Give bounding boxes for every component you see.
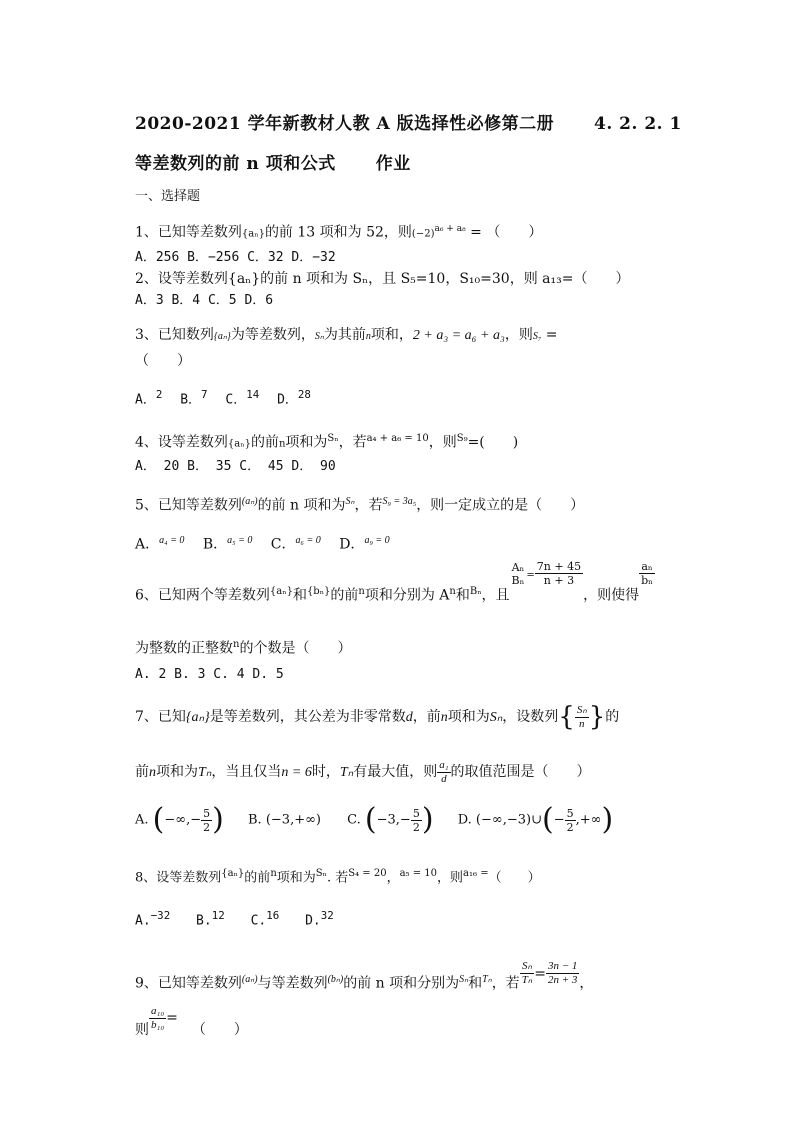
- q4-n: n: [278, 438, 286, 450]
- q9-eq2: =: [166, 1010, 178, 1026]
- q3-opt-c: C．: [225, 392, 247, 408]
- q6-eq: =: [526, 569, 535, 581]
- q3-mid4: ，则: [504, 327, 533, 343]
- q5-text: 5、已知等差数列: [135, 497, 242, 514]
- q7-opt-b: B.: [248, 812, 262, 828]
- q7-val-b: (−3,+∞): [265, 812, 321, 828]
- q8-cond-2: a₅ = 10: [399, 868, 438, 879]
- q4-seq: {aₙ}: [227, 438, 251, 450]
- q9-and: 和: [468, 975, 483, 992]
- q6-f3-num: aₙ: [639, 560, 655, 574]
- q7-d-rparen: ): [601, 802, 614, 837]
- q7-c-lparen: (: [364, 802, 377, 837]
- q5-post: ，则一定成立的是（ ）: [416, 497, 585, 514]
- question-9: [135, 950, 593, 1014]
- q1-expr: (−2): [411, 228, 435, 240]
- q9-then: 则: [135, 1022, 149, 1038]
- q7-l2e: 有最大值，则: [353, 764, 438, 780]
- q9-text: 9、已知等差数列: [135, 975, 242, 992]
- q7-l2a: 前: [135, 764, 149, 780]
- q5-mid2: ，若: [354, 497, 383, 514]
- q6-fraction-ab: [510, 561, 527, 587]
- q7-brace-right: }: [588, 702, 606, 732]
- q3-val-b: 7: [201, 388, 208, 401]
- q7-mid3: 项和为: [447, 709, 490, 725]
- q8-val-c: 16: [266, 909, 280, 922]
- q3-seq: {aₙ}: [213, 331, 231, 342]
- q7-l2eq: n = 6: [281, 765, 312, 780]
- q6-f1-den: Bₙ: [511, 573, 525, 587]
- q7-f-num: Sₙ: [576, 703, 587, 716]
- q9-answer-paren: （ ）: [191, 1022, 248, 1038]
- q5-condition: S₉ = 3a₅: [382, 496, 417, 507]
- q3-mid1: 为等差数列，: [230, 327, 315, 343]
- question-3: [135, 326, 558, 346]
- q7-d-den: 2: [566, 820, 574, 834]
- q9-eq: =: [534, 965, 546, 982]
- q3-mid2: 为其前: [323, 327, 366, 343]
- q5-seq: (aₙ): [241, 496, 258, 507]
- question-6: [135, 560, 655, 623]
- q7-l2b: 项和为: [156, 764, 198, 780]
- q3-opt-a: A．: [135, 392, 156, 408]
- q7-mid: 是等差数列，其公差为非零常数: [209, 709, 406, 725]
- q5-sn: Sₙ: [345, 496, 355, 507]
- q4-post: =( ): [467, 434, 519, 451]
- q7-val-c: −3,−: [376, 812, 411, 828]
- q7-f-den: n: [579, 717, 585, 730]
- q3-answer-paren: （ ）: [135, 353, 191, 369]
- q2-options: A．3 B．4 C．5 D．6: [135, 293, 274, 308]
- q1-mid: 的前 13 项和为 52，则: [264, 224, 412, 241]
- q9-fraction-rhs: [546, 960, 579, 987]
- title-main: 2020-2021 学年新教材人教 A 版选择性必修第二册: [135, 114, 555, 134]
- q7-mid4: ，设数列: [502, 709, 559, 725]
- q9-fraction-ab: [149, 1005, 166, 1032]
- q7-c-den: 2: [412, 820, 420, 834]
- q3-sn: Sₙ: [314, 331, 324, 342]
- q9-f2-num: 3n − 1: [547, 960, 578, 973]
- q6-fraction-ratio: [639, 560, 655, 587]
- q6-f2-den: n + 3: [543, 574, 575, 588]
- q7-d-num: 5: [566, 806, 574, 820]
- q5-mid: 的前 n 项和为: [257, 497, 346, 514]
- q3-s7: S₇: [532, 331, 542, 342]
- question-7: [135, 697, 619, 738]
- q5-opt-b: B．: [202, 536, 228, 553]
- q6-line-2: [135, 636, 351, 658]
- q6-and2: 和: [455, 587, 470, 604]
- q9-f1-den: Tₙ: [521, 974, 533, 987]
- q7-fraction-a1d: [437, 759, 450, 786]
- q6-n: n: [358, 586, 365, 597]
- q7-l2d: 时，: [311, 764, 340, 780]
- q7-l2n: n: [149, 765, 156, 780]
- q9-mid2: 的前 n 项和分别为: [343, 975, 460, 992]
- q8-mid: 的前: [244, 870, 271, 886]
- q3-val-a: 2: [155, 388, 163, 401]
- title-topic: 等差数列的前 n 项和公式: [135, 154, 336, 174]
- q9-mid: 与等差数列: [257, 975, 328, 992]
- q4-mid4: ，则: [428, 434, 457, 451]
- q4-mid3: ，若: [338, 434, 367, 451]
- q6-bn: Bₙ: [469, 586, 482, 597]
- q6-seq-b: {bₙ}: [306, 586, 331, 597]
- q8-a16: a₁₆ =: [463, 868, 489, 879]
- q7-opt-a: A.: [135, 812, 149, 828]
- q1-exponent: a₆ + a₈: [434, 224, 466, 234]
- q7-brace-left: {: [558, 702, 575, 732]
- question-1: [135, 220, 542, 244]
- q7-opt-c: C.: [347, 812, 361, 828]
- q7-d: d: [405, 710, 413, 725]
- q6-f1-num: Aₙ: [511, 560, 525, 574]
- q8-opt-d: D.: [305, 913, 321, 929]
- q9-f2-den: 2n + 3: [547, 974, 578, 987]
- q7-post: 的: [605, 709, 620, 725]
- q5-opt-a: A．: [135, 536, 160, 553]
- q7-a-lparen: (: [152, 802, 165, 837]
- q6-an: n: [449, 586, 456, 597]
- q1-options: A．256 B．−256 C．32 D．−32: [135, 250, 336, 265]
- q7-val-d2: −: [553, 812, 565, 828]
- q4-sn: Sₙ: [327, 433, 339, 444]
- q5-opt-d: D．: [339, 536, 365, 553]
- q6-seq-a: {aₙ}: [269, 586, 293, 597]
- q7-d-frac: [565, 807, 576, 834]
- q8-n: n: [270, 868, 277, 879]
- q7-seq: {aₙ}: [185, 710, 210, 725]
- q5-val-d: a₉ = 0: [364, 535, 390, 546]
- q3-text: 3、已知数列: [135, 327, 214, 343]
- q9-fraction-st: [520, 960, 535, 987]
- q7-opt-d: D.: [457, 812, 472, 828]
- q6-n2: n: [233, 639, 240, 650]
- q3-opt-b: B．: [180, 392, 202, 408]
- q9-sn: Sₙ: [459, 974, 469, 985]
- q8-post: （ ）: [488, 870, 541, 886]
- q7-fraction-sn: [575, 704, 589, 731]
- q7-val-d3: ,+∞: [575, 812, 602, 828]
- q7-a-num: 5: [203, 806, 211, 820]
- q8-sep: ，: [386, 870, 400, 886]
- q3-options: [135, 386, 311, 409]
- q8-options: [135, 907, 334, 930]
- q7-options: [135, 800, 613, 841]
- title-line-1: [135, 115, 554, 133]
- q8-val-d: 32: [320, 909, 334, 922]
- q8-mid4: ，则: [437, 870, 464, 886]
- q7-d-lparen: (: [541, 802, 554, 837]
- q7-val-d1: (−∞,−3)∪: [475, 812, 542, 828]
- q3-condition: 2 + a₃ = a₆ + a₃: [412, 328, 505, 343]
- q8-val-a: −32: [150, 909, 171, 922]
- question-2: 2、设等差数列{aₙ}的前 n 项和为 Sₙ，且 S₅=10，S₁₀=30，则 a₁₃=（ ）: [135, 271, 630, 287]
- q8-opt-c: C.: [250, 913, 267, 929]
- q7-l2c: ，当且仅当: [211, 764, 282, 780]
- q4-s9: S₉: [456, 433, 468, 444]
- q5-opt-c: C．: [270, 536, 296, 553]
- q6-f2-num: 7n + 45: [536, 560, 582, 574]
- q3-mid3: 项和，: [370, 327, 413, 343]
- q8-mid3: . 若: [326, 870, 349, 886]
- title-homework: 作业: [375, 154, 411, 174]
- q5-val-c: a₆ = 0: [295, 535, 321, 546]
- q3-post: =: [541, 327, 558, 343]
- q9-post: ，: [579, 975, 594, 992]
- q8-mid2: 项和为: [276, 870, 316, 886]
- q9-f1-num: Sₙ: [520, 960, 535, 974]
- q8-seq: {aₙ}: [221, 868, 245, 879]
- q7-a-frac: [201, 807, 212, 834]
- q7-tn: Tₙ: [198, 765, 212, 780]
- question-8: [135, 865, 541, 887]
- q3-n: n: [365, 331, 371, 342]
- q5-val-b: a₅ = 0: [227, 535, 253, 546]
- q7-line-2: [135, 752, 591, 793]
- q6-mid: 的前: [330, 587, 359, 604]
- q8-cond-1: S₄ = 20: [348, 868, 387, 879]
- section-heading: 一、选择题: [135, 189, 201, 204]
- q7-l2f: 的取值范围是（ ）: [450, 764, 591, 780]
- q7-c-num: 5: [412, 806, 420, 820]
- q6-mid3: ，且: [481, 587, 510, 604]
- q8-text: 8、设等差数列: [135, 870, 222, 886]
- q7-val-a: −∞,−: [164, 812, 202, 828]
- q7-f2-den: d: [441, 772, 447, 785]
- q7-a-rparen: ): [212, 802, 224, 837]
- question-4: [135, 430, 518, 454]
- q3-val-d: 28: [297, 388, 311, 401]
- q7-mid2: ，前: [412, 709, 441, 725]
- q9-mid3: ，若: [491, 975, 520, 992]
- q6-mid4: ，则使得: [583, 587, 640, 604]
- q6-line2-end: 的个数是（ ）: [239, 640, 352, 657]
- q9-f3-den: b₁₀: [151, 1018, 165, 1031]
- q9-seq-a: (aₙ): [241, 974, 258, 985]
- q1-text: 1、已知等差数列: [135, 224, 242, 241]
- title-number-text: 4. 2. 2. 1: [594, 114, 682, 134]
- q1-seq: {aₙ}: [241, 228, 265, 240]
- q6-and: 和: [292, 587, 307, 604]
- q5-options: [135, 532, 390, 554]
- q6-text: 6、已知两个等差数列: [135, 587, 270, 604]
- q6-f3-den: bₙ: [641, 574, 653, 588]
- q9-f3-num: a₁₀: [151, 1004, 165, 1017]
- q4-options: A． 20 B． 35 C． 45 D． 90: [135, 459, 336, 474]
- q7-c-rparen: ): [421, 802, 434, 837]
- q7-n: n: [440, 710, 448, 725]
- q1-post: = （ ）: [465, 224, 543, 241]
- title-number: [594, 115, 682, 133]
- q6-line2-text: 为整数的正整数: [135, 640, 233, 657]
- q4-condition: a₄ + a₆ = 10: [366, 433, 429, 444]
- q8-opt-a: A.: [135, 913, 151, 929]
- q3-opt-d: D．: [277, 392, 298, 408]
- q7-tn2: Tₙ: [339, 765, 354, 780]
- question-5: [135, 493, 584, 515]
- q9-line-2: [135, 1004, 248, 1050]
- q9-seq-b: (bₙ): [327, 974, 344, 985]
- q4-text: 4、设等差数列: [135, 434, 228, 451]
- q6-options: A. 2 B. 3 C. 4 D. 5: [135, 667, 284, 682]
- q5-val-a: a₄ = 0: [159, 535, 185, 546]
- q7-f2-num: a₁: [439, 758, 449, 771]
- q7-sn: Sₙ: [489, 710, 503, 725]
- q4-mid2: 项和为: [285, 434, 328, 451]
- q9-tn: Tₙ: [482, 974, 492, 985]
- q4-mid: 的前: [250, 434, 279, 451]
- q6-mid2: 项和分别为 A: [364, 587, 450, 604]
- q7-c-frac: [411, 807, 422, 834]
- q3-val-c: 14: [246, 388, 260, 401]
- q6-fraction-rhs: [535, 560, 583, 587]
- title-line-2: [135, 155, 411, 173]
- q8-val-b: 12: [211, 909, 225, 922]
- q8-sn: Sₙ: [315, 868, 327, 879]
- q7-text: 7、已知: [135, 709, 186, 725]
- q7-a-den: 2: [203, 820, 211, 834]
- q8-opt-b: B.: [196, 913, 212, 929]
